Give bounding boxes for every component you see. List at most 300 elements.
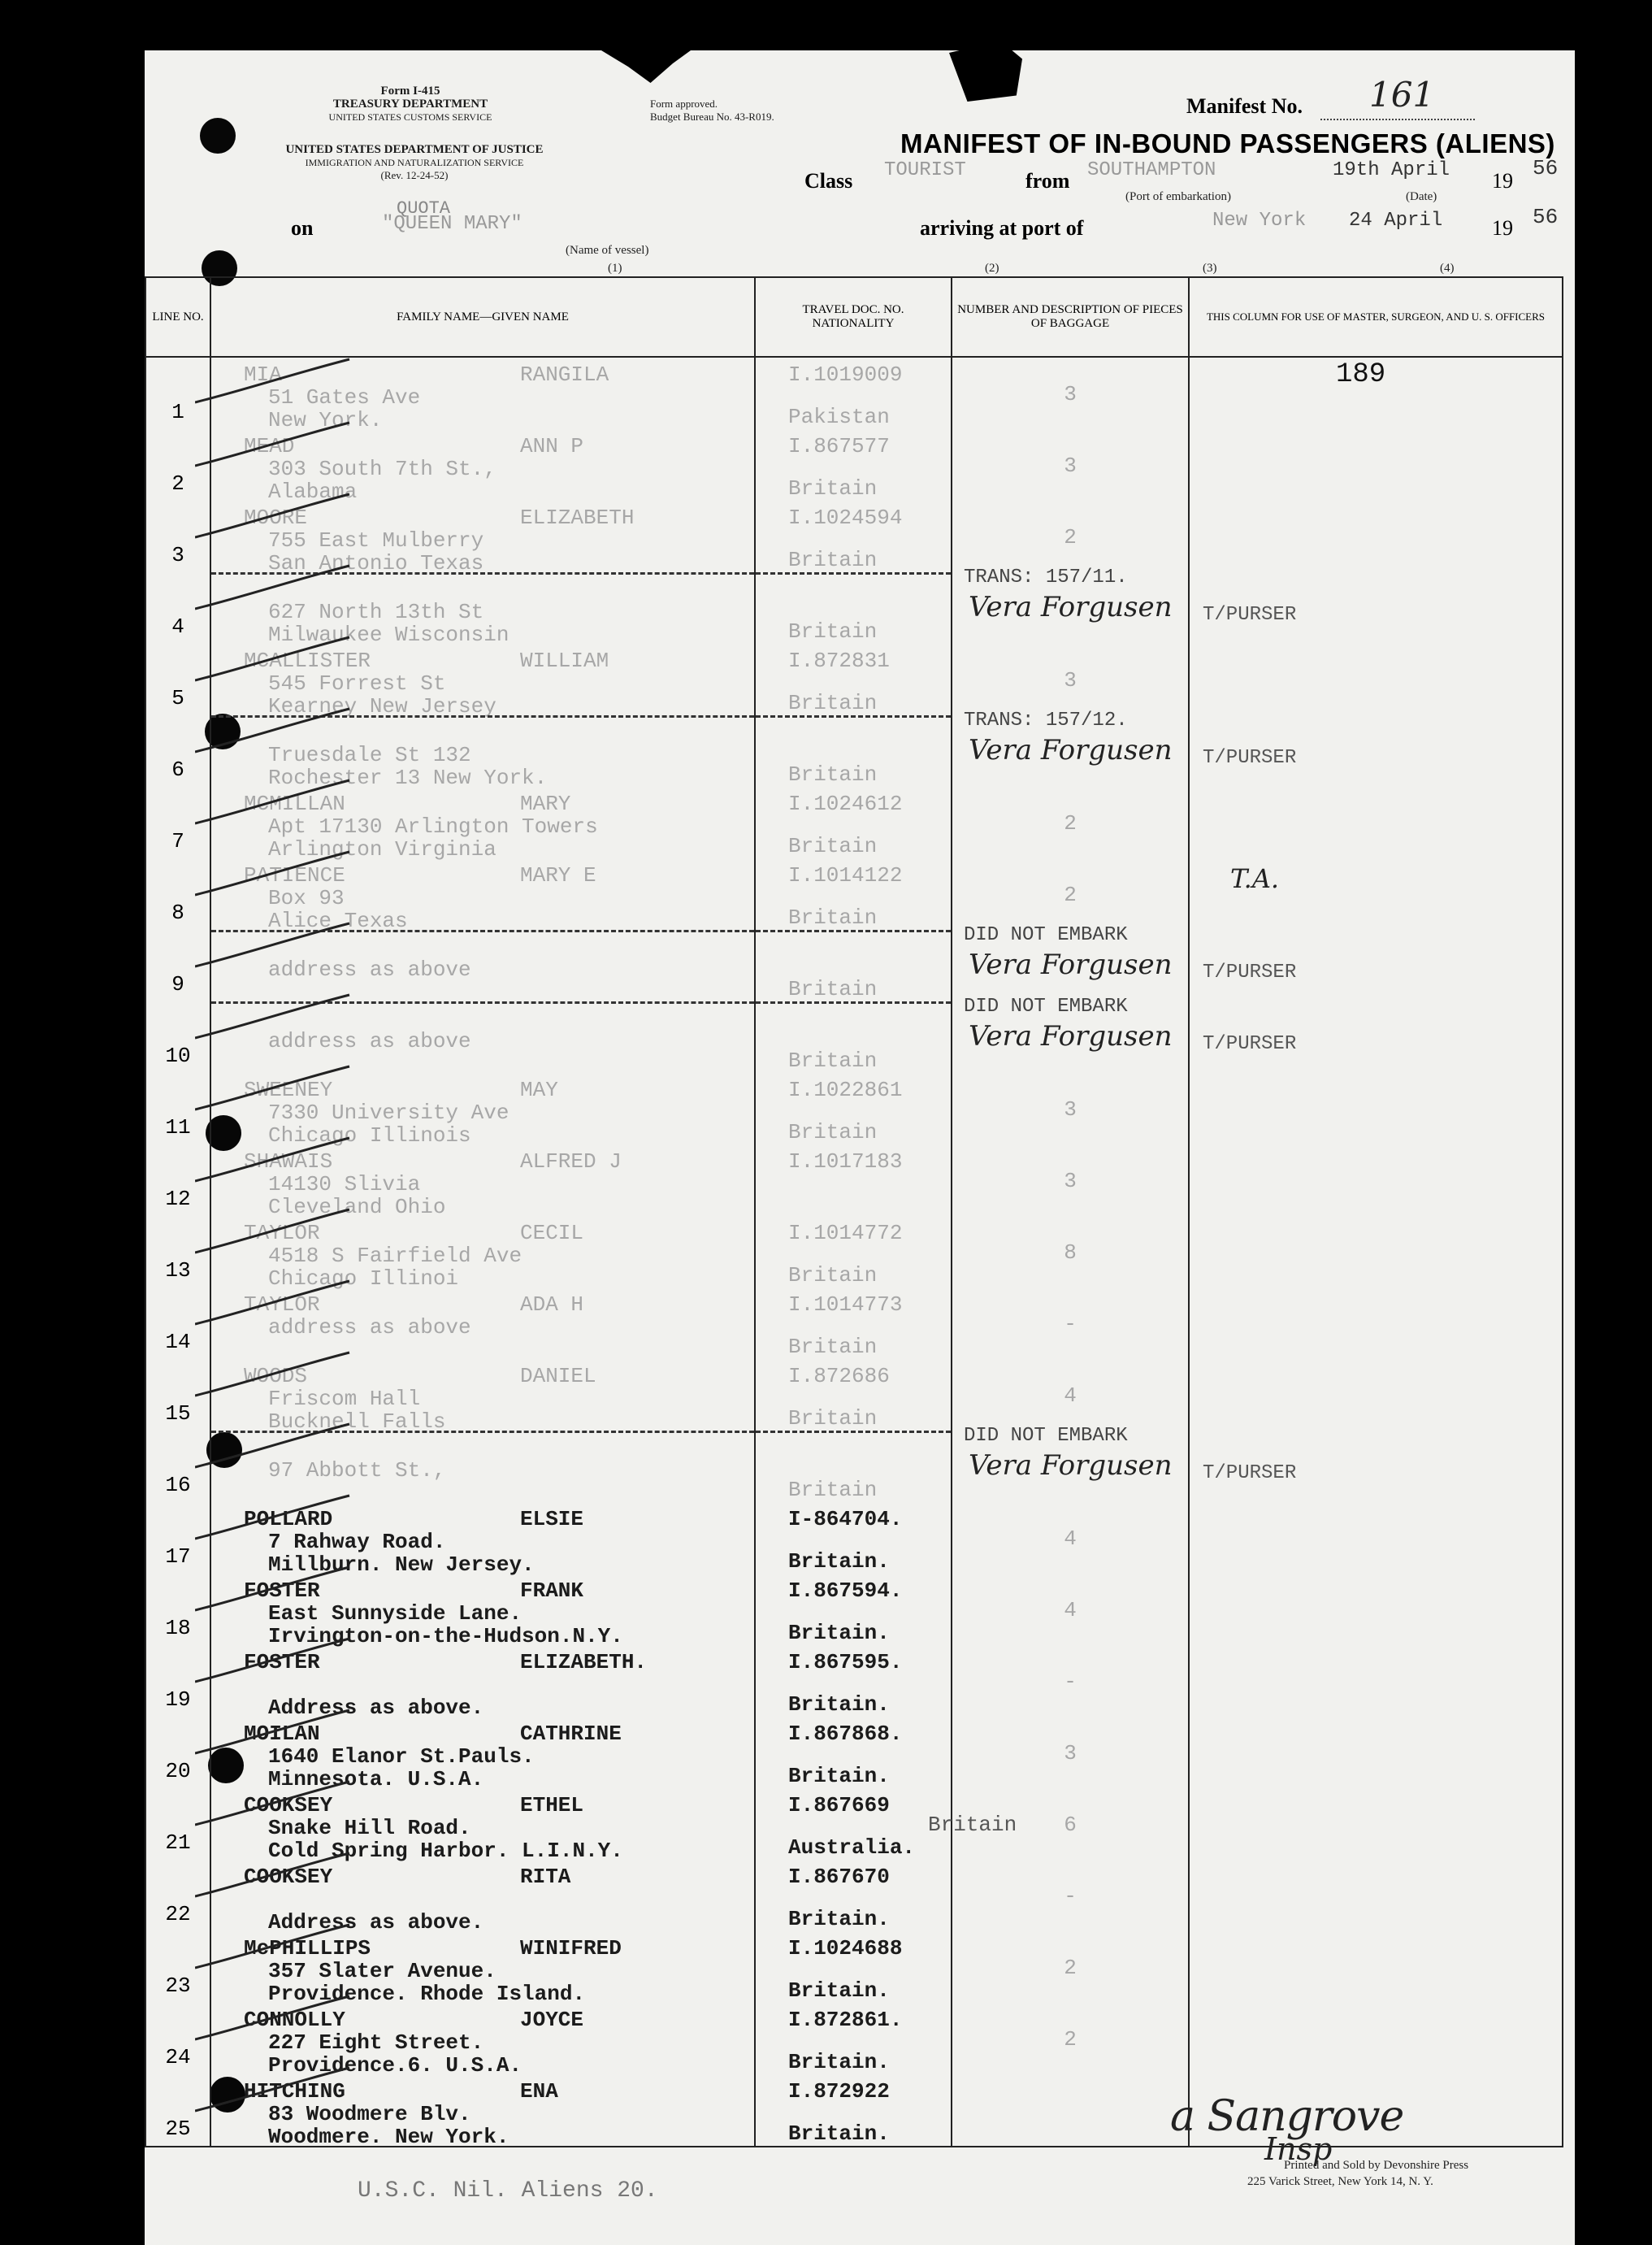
- name-cell: [210, 1860, 755, 1935]
- family-name: FOSTER: [244, 1578, 320, 1603]
- vessel-caption: (Name of vessel): [566, 244, 649, 257]
- officers-cell: [1189, 501, 1563, 572]
- check-mark: [195, 1422, 358, 1471]
- address-line-2: Providence. Rhode Island.: [268, 1982, 586, 2006]
- nationality-correction: Britain: [928, 1813, 1017, 1837]
- nationality: Britain: [788, 1406, 878, 1431]
- name-cell: [210, 930, 755, 1001]
- line-number: 3: [171, 543, 184, 567]
- colnum-1: (1): [608, 262, 622, 275]
- travel-doc-no: I-864704.: [788, 1507, 903, 1531]
- doc-cell: [755, 930, 952, 1001]
- address-line-1: Snake Hill Road.: [268, 1816, 471, 1840]
- name-cell: [210, 1502, 755, 1577]
- name-cell: [210, 572, 755, 647]
- address-line-2: San Antonio Texas: [268, 551, 484, 575]
- officers-cell: [1189, 787, 1563, 858]
- baggage-count: 3: [1064, 1169, 1077, 1193]
- address-line-1: address as above: [268, 1315, 471, 1340]
- given-name: CECIL: [520, 1221, 584, 1245]
- dept-treasury: TREASURY DEPARTMENT: [332, 98, 488, 111]
- address-line-2: Chicago Illinois: [268, 1123, 471, 1148]
- address-line-2: New York.: [268, 408, 383, 432]
- col-header-name: FAMILY NAME—GIVEN NAME: [210, 277, 755, 357]
- given-name: RANGILA: [520, 363, 609, 387]
- address-line-2: Providence.6. U.S.A.: [268, 2053, 522, 2078]
- given-name: DANIEL: [520, 1364, 596, 1388]
- form-number: Form I-415: [380, 85, 440, 98]
- table-row: [145, 858, 1563, 930]
- line-number: 14: [165, 1330, 191, 1354]
- address-line-1: East Sunnyside Lane.: [268, 1601, 522, 1626]
- given-name: JOYCE: [520, 2008, 584, 2032]
- name-cell: [210, 787, 755, 862]
- doc-cell: [755, 1288, 952, 1359]
- check-mark: [195, 1065, 358, 1114]
- doc-cell: [755, 2074, 952, 2147]
- line-number: 25: [165, 2117, 191, 2141]
- officer-note: 189: [1336, 359, 1386, 390]
- address-line-1: 4518 S Fairfield Ave: [268, 1244, 522, 1268]
- doc-cell: [755, 1717, 952, 1788]
- address-line-1: 627 North 13th St: [268, 600, 484, 624]
- baggage-cell: [952, 858, 1189, 930]
- transfer-note: TRANS: 157/12.: [964, 710, 1128, 732]
- check-mark: [195, 850, 358, 899]
- nationality: Britain: [788, 548, 878, 572]
- travel-doc-no: I.872831: [788, 649, 890, 673]
- table-row: [145, 1574, 1563, 1645]
- name-cell: [210, 1216, 755, 1291]
- year-prefix: 19: [1492, 169, 1513, 193]
- depart-year: 56: [1533, 156, 1559, 180]
- name-cell: [210, 1931, 755, 2006]
- date-caption: (Date): [1406, 190, 1437, 203]
- check-mark: [195, 1351, 358, 1400]
- address-line-2: Chicago Illinoi: [268, 1266, 459, 1291]
- given-name: ALFRED J: [520, 1149, 622, 1174]
- family-name: CONNOLLY: [244, 2008, 345, 2032]
- on-label: on: [291, 216, 314, 240]
- name-cell: [210, 1645, 755, 1720]
- baggage-cell: [952, 1359, 1189, 1431]
- strike-line: [756, 930, 951, 932]
- doc-cell: [755, 1001, 952, 1073]
- doc-cell: [755, 2003, 952, 2074]
- check-mark: [195, 707, 358, 756]
- officers-cell: [1189, 1216, 1563, 1288]
- address-line-2: Alabama: [268, 480, 358, 504]
- table-row: [145, 715, 1563, 787]
- baggage-count: 6: [1064, 1813, 1077, 1837]
- nationality: Britain: [788, 1263, 878, 1288]
- nationality: Britain.: [788, 1549, 890, 1574]
- travel-doc-no: I.1017183: [788, 1149, 903, 1174]
- nationality: Britain.: [788, 1764, 890, 1788]
- table-row: [145, 1288, 1563, 1359]
- address-line-1: 357 Slater Avenue.: [268, 1959, 496, 1983]
- name-cell: [210, 1073, 755, 1148]
- given-name: MAY: [520, 1078, 558, 1102]
- purser-signature: Vera Forgusen: [969, 1449, 1173, 1482]
- officers-cell: [1189, 930, 1563, 1001]
- transfer-note: DID NOT EMBARK: [964, 924, 1128, 946]
- family-name: MOORE: [244, 506, 308, 530]
- line-number: 24: [165, 2045, 191, 2069]
- check-mark: [195, 1780, 358, 1829]
- check-mark: [195, 1279, 358, 1328]
- approval-block: [650, 98, 774, 124]
- travel-doc-no: I.872861.: [788, 2008, 903, 2032]
- family-name: COOKSEY: [244, 1793, 333, 1817]
- check-mark: [195, 779, 358, 827]
- baggage-cell: [952, 1931, 1189, 2003]
- given-name: CATHRINE: [520, 1722, 622, 1746]
- officers-cell: [1189, 644, 1563, 715]
- doc-cell: [755, 787, 952, 858]
- nationality: Britain: [788, 476, 878, 501]
- address-line-1: address as above: [268, 957, 471, 982]
- officer-note: T/PURSER: [1203, 747, 1297, 769]
- line-number: 5: [171, 686, 184, 710]
- passenger-table: [145, 276, 1563, 2147]
- travel-doc-no: I.1014772: [788, 1221, 903, 1245]
- baggage-count: 3: [1064, 1097, 1077, 1122]
- line-number: 4: [171, 614, 184, 639]
- address-line-1: 545 Forrest St: [268, 671, 446, 696]
- baggage-count: 3: [1064, 668, 1077, 693]
- nationality: Britain: [788, 1335, 878, 1359]
- col-header-officers: THIS COLUMN FOR USE OF MASTER, SURGEON, AND U. S. OFFICERS: [1189, 277, 1563, 357]
- baggage-count: -: [1064, 1312, 1077, 1336]
- address-line-2: Alice Texas: [268, 909, 408, 933]
- officers-cell: [1189, 858, 1563, 930]
- family-name: McPHILLIPS: [244, 1936, 371, 1961]
- doc-cell: [755, 1788, 952, 1860]
- nationality: Britain: [788, 977, 878, 1001]
- nationality: Britain.: [788, 2050, 890, 2074]
- nationality: Pakistan: [788, 405, 890, 429]
- officer-note: T/PURSER: [1203, 962, 1297, 984]
- doc-cell: [755, 1431, 952, 1502]
- address-line-2: Address as above.: [268, 1910, 484, 1935]
- officers-cell: [1189, 2003, 1563, 2074]
- strike-line: [756, 715, 951, 718]
- binder-hole: [200, 118, 236, 154]
- travel-doc-no: I.867594.: [788, 1578, 903, 1603]
- depart-date: 19th April: [1333, 159, 1450, 181]
- address-line-1: Truesdale St 132: [268, 743, 471, 767]
- baggage-count: 4: [1064, 1598, 1077, 1622]
- table-row: [145, 1788, 1563, 1860]
- vessel-name: "QUEEN MARY": [382, 213, 522, 235]
- doc-cell: [755, 858, 952, 930]
- table-row: [145, 2003, 1563, 2074]
- name-cell: [210, 858, 755, 933]
- baggage-cell: [928, 1788, 1189, 1860]
- travel-doc-no: I.867669: [788, 1793, 890, 1817]
- address-line-2: Irvington-on-the-Hudson.N.Y.: [268, 1624, 623, 1648]
- line-number: 2: [171, 471, 184, 496]
- officers-cell: [1189, 1073, 1563, 1144]
- strike-line: [756, 1431, 951, 1433]
- line-number: 10: [165, 1044, 191, 1068]
- table-row: [145, 1001, 1563, 1073]
- check-mark: [195, 1208, 358, 1257]
- baggage-count: 2: [1064, 2027, 1077, 2052]
- officers-cell: [1189, 1359, 1563, 1431]
- baggage-cell: [952, 1144, 1189, 1216]
- address-line-2: Cleveland Ohio: [268, 1195, 446, 1219]
- dept-customs: UNITED STATES CUSTOMS SERVICE: [328, 111, 492, 123]
- baggage-cell: [952, 1860, 1189, 1931]
- doc-cell: [755, 357, 952, 429]
- baggage-cell: [952, 710, 1189, 787]
- officers-cell: [1189, 1001, 1563, 1073]
- baggage-count: 3: [1064, 1741, 1077, 1765]
- officers-cell: [1189, 1788, 1563, 1860]
- baggage-cell: [952, 1574, 1189, 1645]
- family-name: FOSTER: [244, 1650, 320, 1674]
- baggage-count: 2: [1064, 1956, 1077, 1980]
- address-line-1: 1640 Elanor St.Pauls.: [268, 1744, 535, 1769]
- travel-doc-no: I.1014773: [788, 1292, 903, 1317]
- line-number: 7: [171, 829, 184, 853]
- officers-cell: [1189, 1502, 1563, 1574]
- table-row: [145, 1431, 1563, 1502]
- nationality: Britain: [788, 619, 878, 644]
- nationality: Britain: [788, 762, 878, 787]
- table-row: [145, 1502, 1563, 1574]
- address-line-1: Box 93: [268, 886, 345, 910]
- travel-doc-no: I.867868.: [788, 1722, 903, 1746]
- address-line-2: Milwaukee Wisconsin: [268, 623, 509, 647]
- arrival-year-prefix: 19: [1492, 216, 1513, 240]
- manifest-no-line: [1320, 119, 1475, 120]
- line-number: 16: [165, 1473, 191, 1497]
- table-header-row: [145, 277, 1563, 357]
- doc-cell: [755, 644, 952, 715]
- nationality: Australia.: [788, 1835, 916, 1860]
- name-cell: [210, 1574, 755, 1648]
- check-mark: [195, 493, 358, 541]
- travel-doc-no: I.1019009: [788, 363, 903, 387]
- class-value: TOURIST: [884, 159, 966, 181]
- manifest-no-value: 161: [1369, 75, 1435, 115]
- line-number: 22: [165, 1902, 191, 1926]
- footer-usc-note: U.S.C. Nil. Aliens 20.: [358, 2178, 658, 2204]
- address-line-2: Cold Spring Harbor. L.I.N.Y.: [268, 1839, 623, 1863]
- name-cell: [210, 1288, 755, 1359]
- baggage-cell: [952, 2074, 1189, 2147]
- family-name: WOODS: [244, 1364, 308, 1388]
- manifest-no-label: Manifest No.: [1186, 94, 1303, 118]
- table-row: [145, 1216, 1563, 1288]
- address-line-1: address as above: [268, 1029, 471, 1053]
- nationality: Britain: [788, 1120, 878, 1144]
- nationality: Britain: [788, 1478, 878, 1502]
- family-name: SHAWAIS: [244, 1149, 333, 1174]
- officers-cell: [1189, 1645, 1563, 1717]
- given-name: ADA H: [520, 1292, 584, 1317]
- baggage-cell: [952, 501, 1189, 572]
- line-number: 6: [171, 758, 184, 782]
- line-number: 9: [171, 972, 184, 997]
- colnum-3: (3): [1203, 262, 1217, 275]
- travel-doc-no: I.872922: [788, 2079, 890, 2104]
- doc-cell: [755, 429, 952, 501]
- purser-signature: Vera Forgusen: [969, 591, 1173, 623]
- baggage-count: 4: [1064, 1383, 1077, 1408]
- quota-stamp: QUOTA: [397, 198, 451, 219]
- travel-doc-no: I.1022861: [788, 1078, 903, 1102]
- address-line-1: 227 Eight Street.: [268, 2030, 484, 2055]
- baggage-count: -: [1064, 1670, 1077, 1694]
- officers-cell: [1189, 1860, 1563, 1931]
- table-row: [145, 930, 1563, 1001]
- transfer-note: DID NOT EMBARK: [964, 1425, 1128, 1447]
- colnum-2: (2): [985, 262, 999, 275]
- baggage-cell: [952, 1425, 1189, 1502]
- doc-cell: [755, 1645, 952, 1717]
- check-mark: [195, 1136, 358, 1185]
- officers-cell: [1189, 1717, 1563, 1788]
- form-approved: Form approved.: [650, 98, 718, 110]
- family-name: POLLARD: [244, 1507, 333, 1531]
- name-cell: [210, 2074, 755, 2147]
- col-header-baggage: NUMBER AND DESCRIPTION OF PIECES OF BAGGAGE: [952, 277, 1189, 357]
- officer-note: T/PURSER: [1203, 1462, 1297, 1484]
- line-number: 15: [165, 1401, 191, 1426]
- line-number: 18: [165, 1616, 191, 1640]
- baggage-cell: [952, 1216, 1189, 1288]
- line-number: 20: [165, 1759, 191, 1783]
- dept-justice: UNITED STATES DEPARTMENT OF JUSTICE: [285, 143, 544, 156]
- address-line-1: 755 East Mulberry: [268, 528, 484, 553]
- family-name: MCMILLAN: [244, 792, 345, 816]
- given-name: ANN P: [520, 434, 584, 458]
- travel-doc-no: I.1024612: [788, 792, 903, 816]
- baggage-count: 3: [1064, 454, 1077, 478]
- arrival-port: New York: [1212, 210, 1307, 232]
- nationality: Britain.: [788, 2121, 890, 2146]
- baggage-cell: [952, 357, 1189, 429]
- address-line-1: 303 South 7th St.,: [268, 457, 496, 481]
- check-mark: [195, 922, 358, 971]
- nationality: Britain: [788, 905, 878, 930]
- form-header-block: [276, 85, 544, 124]
- address-line-1: 7 Rahway Road.: [268, 1530, 446, 1554]
- address-line-2: Address as above.: [268, 1696, 484, 1720]
- line-number: 1: [171, 400, 184, 424]
- family-name: TAYLOR: [244, 1221, 320, 1245]
- from-label: from: [1025, 169, 1070, 193]
- check-mark: [195, 421, 358, 470]
- officers-cell: [1189, 1574, 1563, 1645]
- address-line-1: Apt 17130 Arlington Towers: [268, 814, 598, 839]
- check-mark: [195, 1565, 358, 1614]
- officer-note: T/PURSER: [1203, 604, 1297, 626]
- port-caption: (Port of embarkation): [1125, 190, 1231, 203]
- baggage-count: 2: [1064, 883, 1077, 907]
- given-name: ENA: [520, 2079, 558, 2104]
- nationality: Britain: [788, 834, 878, 858]
- name-cell: [210, 715, 755, 790]
- name-cell: [210, 1431, 755, 1502]
- family-name: MCALLISTER: [244, 649, 371, 673]
- name-cell: [210, 1717, 755, 1791]
- baggage-cell: [952, 1502, 1189, 1574]
- baggage-cell: [952, 1717, 1189, 1788]
- officers-cell: [1189, 429, 1563, 501]
- officers-cell: [1189, 715, 1563, 787]
- line-number: 8: [171, 901, 184, 925]
- family-name: PATIENCE: [244, 863, 345, 888]
- baggage-cell: [952, 996, 1189, 1073]
- doc-cell: [755, 1574, 952, 1645]
- officer-note: T.A.: [1230, 863, 1280, 894]
- officers-cell: [1189, 1931, 1563, 2003]
- given-name: MARY E: [520, 863, 596, 888]
- printer-line-1: Printed and Sold by Devonshire Press: [1284, 2159, 1469, 2172]
- nationality: Britain: [788, 1049, 878, 1073]
- from-value: SOUTHAMPTON: [1087, 159, 1216, 181]
- given-name: ELSIE: [520, 1507, 584, 1531]
- baggage-count: 2: [1064, 811, 1077, 836]
- table-row: [145, 1359, 1563, 1431]
- baggage-cell: [952, 924, 1189, 1001]
- transfer-note: TRANS: 157/11.: [964, 567, 1128, 588]
- given-name: WILLIAM: [520, 649, 609, 673]
- doc-cell: [755, 1502, 952, 1574]
- address-line-2: Bucknell Falls: [268, 1409, 446, 1434]
- given-name: WINIFRED: [520, 1936, 622, 1961]
- family-name: SWEENEY: [244, 1078, 333, 1102]
- doc-cell: [755, 1144, 952, 1216]
- form-revision: (Rev. 12-24-52): [380, 169, 449, 181]
- travel-doc-no: I.867577: [788, 434, 890, 458]
- line-number: 21: [165, 1830, 191, 1855]
- address-line-2: Arlington Virginia: [268, 837, 496, 862]
- purser-signature: Vera Forgusen: [969, 1020, 1173, 1053]
- inspector-signature: a Sangrove: [1170, 2092, 1404, 2141]
- nationality: Britain.: [788, 1692, 890, 1717]
- nationality: Britain.: [788, 1621, 890, 1645]
- check-mark: [195, 2066, 358, 2115]
- table-row: [145, 572, 1563, 644]
- name-cell: [210, 1359, 755, 1434]
- name-cell: [210, 501, 755, 575]
- class-label: Class: [804, 169, 853, 193]
- address-line-2: Millburn. New Jersey.: [268, 1552, 535, 1577]
- address-line-2: Kearney New Jersey: [268, 694, 496, 719]
- address-line-1: 51 Gates Ave: [268, 385, 421, 410]
- check-mark: [195, 564, 358, 613]
- arrival-date: 24 April: [1349, 210, 1443, 232]
- line-number: 17: [165, 1544, 191, 1569]
- officer-note: T/PURSER: [1203, 1033, 1297, 1055]
- line-number: 12: [165, 1187, 191, 1211]
- name-cell: [210, 1144, 755, 1219]
- baggage-count: -: [1064, 1884, 1077, 1908]
- nationality: Britain.: [788, 1978, 890, 2003]
- name-cell: [210, 357, 755, 432]
- justice-block: [276, 143, 553, 182]
- col-header-line: LINE NO.: [145, 277, 210, 357]
- family-name: MOILAN: [244, 1722, 320, 1746]
- name-cell: [210, 429, 755, 504]
- baggage-cell: [952, 2003, 1189, 2074]
